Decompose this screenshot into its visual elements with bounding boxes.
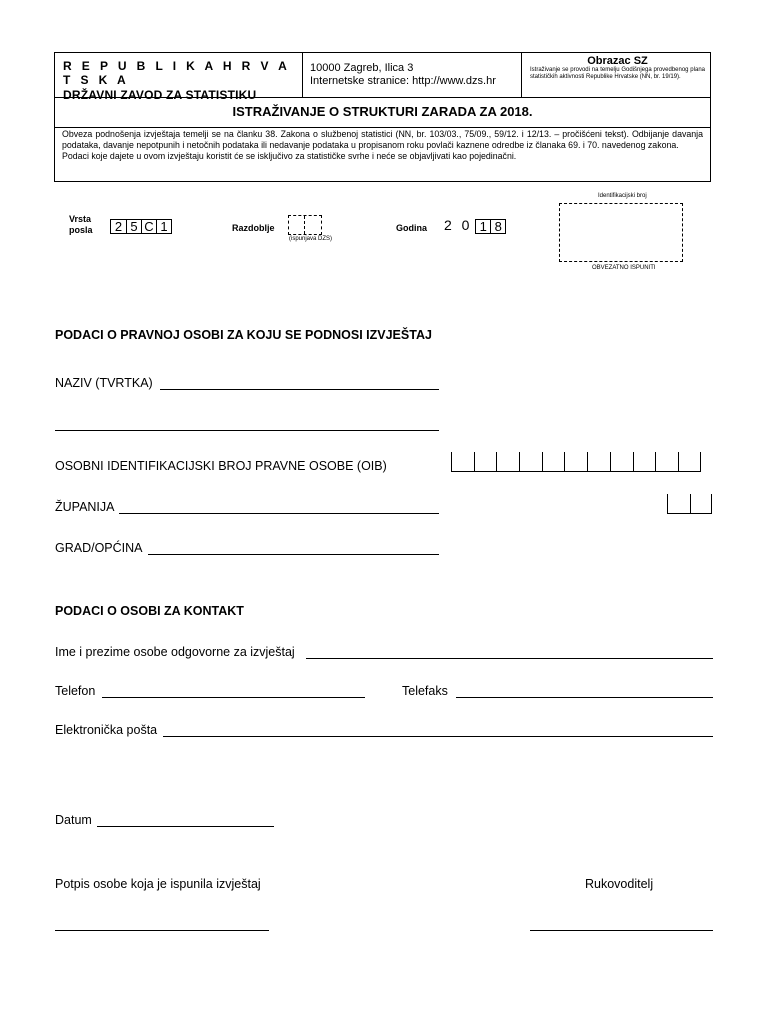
phone-line[interactable]	[102, 697, 365, 698]
godina-prefix: 2 0	[444, 217, 473, 233]
responsible-person-line[interactable]	[306, 658, 713, 659]
oib-digit-box[interactable]	[542, 452, 565, 472]
institution-name: DRŽAVNI ZAVOD ZA STATISTIKU	[63, 88, 257, 102]
godina-digit: 1	[479, 219, 487, 234]
razdoblje-box[interactable]	[288, 215, 322, 235]
county-line[interactable]	[119, 513, 439, 514]
oib-digit-box[interactable]	[587, 452, 610, 472]
contact-title: PODACI O OSOBI ZA KONTAKT	[55, 604, 244, 618]
legal-entity-title: PODACI O PRAVNOJ OSOBI ZA KOJU SE PODNOSI IZVJEŠTAJ	[55, 328, 432, 342]
vrsta-digit: 5	[126, 220, 141, 233]
oib-digit-box[interactable]	[678, 452, 701, 472]
company-name-line[interactable]	[160, 389, 439, 390]
vrsta-digit: 1	[156, 220, 171, 233]
fax-label: Telefaks	[402, 684, 448, 698]
godina-label: Godina	[396, 223, 427, 233]
oib-label: OSOBNI IDENTIFIKACIJSKI BROJ PRAVNE OSOBE (OIB)	[55, 459, 387, 473]
header-top-row	[55, 53, 710, 102]
survey-title: ISTRAŽIVANJE O STRUKTURI ZARADA ZA 2018.	[55, 97, 710, 128]
vrsta-label-line2: posla	[69, 225, 93, 235]
fax-line[interactable]	[456, 697, 713, 698]
oib-digit-box[interactable]	[633, 452, 656, 472]
address-cell	[303, 53, 522, 97]
oib-boxes[interactable]	[451, 452, 701, 472]
responsible-person-label: Ime i prezime osobe odgovorne za izvještaj	[55, 645, 295, 659]
city-line[interactable]	[148, 554, 439, 555]
company-name-line-2[interactable]	[55, 430, 439, 431]
phone-label: Telefon	[55, 684, 96, 698]
date-line[interactable]	[97, 826, 274, 827]
oib-digit-box[interactable]	[610, 452, 633, 472]
razdoblje-divider	[304, 216, 305, 234]
id-number-box[interactable]	[559, 203, 683, 262]
razdoblje-note: (ispunjava DZS)	[289, 236, 333, 242]
legal-notice	[55, 127, 710, 181]
oib-digit-box[interactable]	[519, 452, 542, 472]
id-number-note: OBVEZATNO ISPUNITI	[592, 265, 656, 271]
company-name-label: NAZIV (TVRTKA)	[55, 376, 153, 390]
form-title: Obrazac SZ	[587, 55, 648, 67]
manager-label: Rukovoditelj	[585, 877, 654, 891]
oib-digit-box[interactable]	[655, 452, 678, 472]
city-label: GRAD/OPĆINA	[55, 541, 143, 555]
address: 10000 Zagreb, Ilica 3	[310, 62, 414, 74]
razdoblje-label: Razdoblje	[232, 223, 275, 233]
godina-boxes	[475, 219, 506, 234]
manager-signature-line[interactable]	[530, 930, 713, 931]
form-basis: Istraživanje se provodi na temelju Godišnjega provedbenog plana statističkih aktivnosti Republike Hrvatske (NN, br. 19/19).	[530, 67, 705, 81]
date-label: Datum	[55, 813, 92, 827]
email-line[interactable]	[163, 736, 713, 737]
vrsta-digit: C	[141, 220, 156, 233]
email-label: Elektronička pošta	[55, 723, 158, 737]
oib-digit-box[interactable]	[496, 452, 519, 472]
vrsta-label-line1: Vrsta	[69, 214, 92, 224]
oib-digit-box[interactable]	[474, 452, 497, 472]
oib-digit-box[interactable]	[451, 452, 474, 472]
vrsta-digit: 2	[114, 219, 123, 234]
notice-obligation: Obveza podnošenja izvještaja temelji se na članku 38. Zakona o službenoj statistici (NN, br. 103/03., 75/09., 59/12. i 12/13. – pročišćeni tekst). Odbijanje davanja podataka, davanje nepotpunih i netočnih podataka ili nedavanje podataka u propisanom roku povlači kaznene odredbe iz članaka 69. i 70. navedenog zakona.	[62, 129, 703, 150]
form-id-cell	[522, 53, 710, 97]
institution-cell	[55, 53, 303, 102]
county-digit-box[interactable]	[667, 494, 690, 514]
county-label: ŽUPANIJA	[55, 500, 115, 514]
website: Internetske stranice: http://www.dzs.hr	[310, 74, 496, 87]
county-digit-box[interactable]	[690, 494, 713, 514]
county-code-boxes[interactable]	[667, 494, 712, 514]
godina-digit: 8	[490, 220, 505, 233]
notice-confidentiality: Podaci koje dajete u ovom izvještaju koristit će se isključivo za statističke svrhe i neće se objavljivati kao pojedinačni.	[62, 151, 517, 161]
signature-line[interactable]	[55, 930, 269, 931]
republic-name: R E P U B L I K A H R V A T S K A	[63, 59, 290, 87]
form-header	[54, 52, 711, 182]
signature-label: Potpis osobe koja je ispunila izvještaj	[55, 877, 261, 891]
vrsta-posla-label	[69, 214, 93, 236]
id-number-label: Identifikacijski broj	[598, 193, 647, 199]
oib-digit-box[interactable]	[564, 452, 587, 472]
vrsta-posla-boxes	[110, 219, 172, 234]
